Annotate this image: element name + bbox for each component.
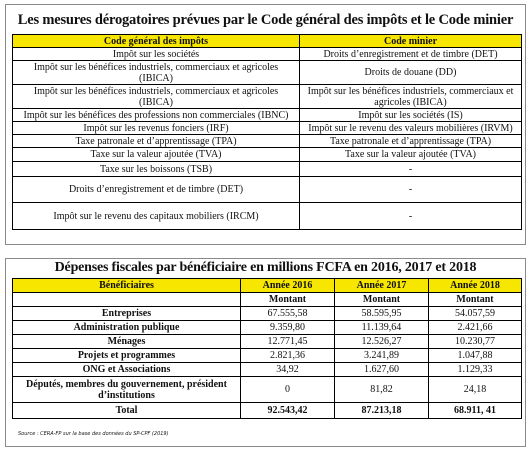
cell-cgi: Taxe patronale et d’apprentissage (TPA) [13,135,300,148]
cell-cgi: Droits d’enregistrement et de timbre (DET) [13,177,300,203]
table-row [13,48,522,61]
cell-minier: Impôt sur les bénéfices industriels, commerciaux et agricoles (IBICA) [300,85,522,109]
cell-cgi: Taxe sur la valeur ajoutée (TVA) [13,148,300,162]
table-row [13,148,522,162]
cell-minier: - [300,177,522,203]
cell-cgi: Impôt sur les bénéfices industriels, commerciaux et agricoles (IBICA) [13,61,300,85]
header-code-minier: Code minier [300,35,522,48]
value-2016: 67.555,58 [241,307,335,321]
derogation-table [12,34,522,230]
header-2018: Année 2018 [429,279,522,293]
cell-minier: Impôt sur les sociétés (IS) [300,109,522,122]
value-2017: 11.139,64 [335,321,429,335]
value-2018: 1.047,88 [429,349,522,363]
table-row [13,109,522,122]
row-label: Ménages [13,335,241,349]
row-label: Projets et programmes [13,349,241,363]
header-beneficiaires: Bénéficiaires [13,279,241,293]
cell-minier: - [300,203,522,230]
cell-cgi: Taxe sur les boissons (TSB) [13,162,300,177]
header-2017: Année 2017 [335,279,429,293]
value-2016: 12.771,45 [241,335,335,349]
value-2018: 10.230,77 [429,335,522,349]
table1-title: Les mesures dérogatoires prévues par le Code général des impôts et le Code minier [17,12,514,28]
value-2016: 92.543,42 [241,403,335,419]
subheader-row [13,293,522,307]
table-row [13,335,522,349]
table2-panel [5,258,526,447]
cell-minier: Droits de douane (DD) [300,61,522,85]
row-label: ONG et Associations [13,363,241,377]
cell-minier: Taxe sur la valeur ajoutée (TVA) [300,148,522,162]
table-row [13,321,522,335]
subheader-blank [13,293,241,307]
table-row [13,203,522,230]
value-2017: 12.526,27 [335,335,429,349]
subheader-montant: Montant [335,293,429,307]
value-2016: 2.821,36 [241,349,335,363]
value-2017: 81,82 [335,377,429,403]
cell-cgi: Impôt sur le revenu des capitaux mobiliers (IRCM) [13,203,300,230]
cell-minier: Droits d’enregistrement et de timbre (DET) [300,48,522,61]
cell-cgi: Impôt sur les revenus fonciers (IRF) [13,122,300,135]
value-2017: 87.213,18 [335,403,429,419]
value-2018: 1.129,33 [429,363,522,377]
source-note: Source : CERA-FP sur la base des données du SP-CPF (2019) [18,431,169,437]
header-cgi: Code général des impôts [13,35,300,48]
cell-minier: Impôt sur le revenu des valeurs mobilières (IRVM) [300,122,522,135]
cell-cgi: Impôt sur les sociétés [13,48,300,61]
value-2016: 9.359,80 [241,321,335,335]
table-row [13,122,522,135]
value-2016: 0 [241,377,335,403]
table-row [13,162,522,177]
row-label: Entreprises [13,307,241,321]
table-row [13,85,522,109]
table-row [13,377,522,403]
row-label: Administration publique [13,321,241,335]
table2-title: Dépenses fiscales par bénéficiaire en millions FCFA en 2016, 2017 et 2018 [54,260,477,275]
header-2016: Année 2016 [241,279,335,293]
table-row [13,177,522,203]
table-row [13,307,522,321]
subheader-montant: Montant [241,293,335,307]
table-row [13,61,522,85]
value-2017: 1.627,60 [335,363,429,377]
row-label: Total [13,403,241,419]
subheader-montant: Montant [429,293,522,307]
table1-panel [5,4,526,245]
table-row-total [13,403,522,419]
table1-header-row [13,35,522,48]
cell-cgi: Impôt sur les bénéfices des professions non commerciales (IBNC) [13,109,300,122]
value-2017: 3.241,89 [335,349,429,363]
value-2018: 54.057,59 [429,307,522,321]
cell-minier: Taxe patronale et d’apprentissage (TPA) [300,135,522,148]
table-row [13,363,522,377]
row-label: Députés, membres du gouvernement, président d’institutions [13,377,241,403]
value-2017: 58.595,95 [335,307,429,321]
value-2018: 24,18 [429,377,522,403]
value-2018: 68.911, 41 [429,403,522,419]
table-row [13,135,522,148]
value-2018: 2.421,66 [429,321,522,335]
table-row [13,349,522,363]
cell-cgi: Impôt sur les bénéfices industriels, commerciaux et agricoles (IBICA) [13,85,300,109]
value-2016: 34,92 [241,363,335,377]
table2-header-row [13,279,522,293]
cell-minier: - [300,162,522,177]
beneficiary-table [12,278,522,419]
